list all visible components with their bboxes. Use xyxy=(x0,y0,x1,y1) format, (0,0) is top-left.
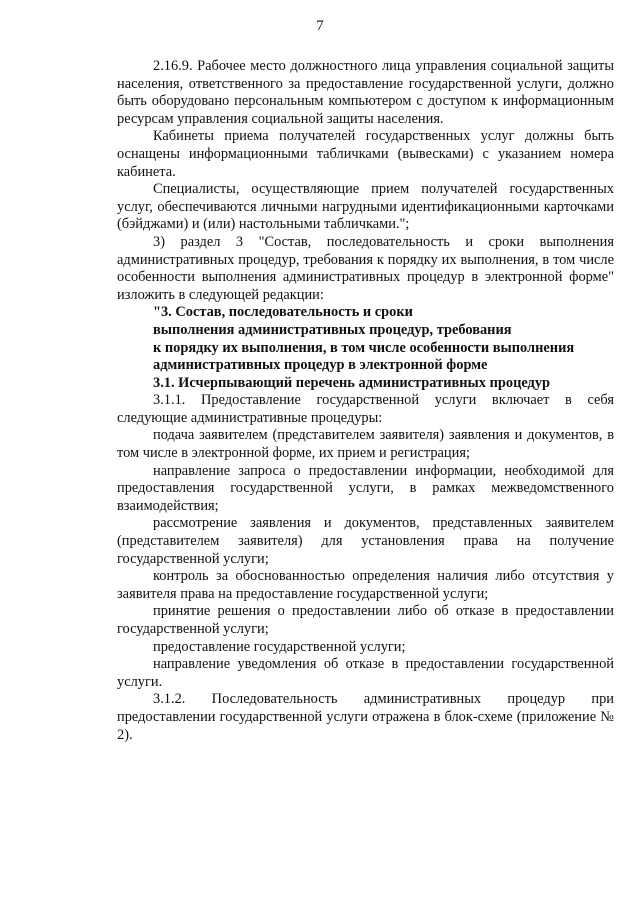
section-heading-line: "3. Состав, последовательность и сроки xyxy=(153,304,413,321)
list-item-procedure: подача заявителем (представителем заявителя) заявления и документов, в том числе в электронной форме, их прием и регистрация; xyxy=(117,427,614,462)
section-heading-line: выполнения административных процедур, требования xyxy=(153,321,512,338)
list-item-procedure: рассмотрение заявления и документов, представленных заявителем (представителем заявителя) для установления права на получение государственной услуги; xyxy=(117,515,614,567)
list-item-procedure: контроль за обоснованностью определения наличия либо отсутствия у заявителя права на предоставление государственной услуги; xyxy=(117,568,614,602)
paragraph-3-1-1: 3.1.1. Предоставление государственной услуги включает в себя следующие административные процедуры: xyxy=(117,392,614,426)
paragraph-2-16-9: 2.16.9. Рабочее место должностного лица управления социальной защиты населения, ответственного за предоставление государственной услуги, должно быть оборудовано персональным компьютером с доступом к информационным ресурсам управления социальной защиты населения. xyxy=(117,58,614,127)
subsection-heading: 3.1. Исчерпывающий перечень административных процедур xyxy=(153,374,551,391)
paragraph-specialists: Специалисты, осуществляющие прием получателей государственных услуг, обеспечиваются личными нагрудными идентификационными карточками (бэйджами) и (или) настольными табличками."; xyxy=(117,181,614,233)
section-heading xyxy=(117,304,614,374)
list-item-procedure: принятие решения о предоставлении либо об отказе в предоставлении государственной услуги; xyxy=(117,603,614,637)
page-content xyxy=(117,58,614,744)
paragraph-cabinets: Кабинеты приема получателей государственных услуг должны быть оснащены информационными табличками (вывесками) с указанием номера кабинета. xyxy=(117,128,614,180)
list-item-procedure: предоставление государственной услуги; xyxy=(153,638,406,655)
list-item-procedure: направление запроса о предоставлении информации, необходимой для предоставления государственной услуги, в рамках межведомственного взаимодействия; xyxy=(117,462,614,514)
paragraph-section-3-change: 3) раздел 3 "Состав, последовательность и сроки выполнения административных процедур, требования к порядку их выполнения, в том числе особенности выполнения административных процедур в электронной форме" изложить в следующей редакции: xyxy=(117,233,614,303)
list-item-procedure: направление уведомления об отказе в предоставлении государственной услуги. xyxy=(117,656,614,690)
paragraph-3-1-2: 3.1.2. Последовательность административных процедур при предоставлении государственной услуги отражена в блок-схеме (приложение № 2). xyxy=(117,691,614,743)
page-number: 7 xyxy=(316,18,324,34)
section-heading-line: к порядку их выполнения, в том числе особенности выполнения xyxy=(153,339,575,356)
section-heading-line: административных процедур в электронной форме xyxy=(153,357,488,374)
